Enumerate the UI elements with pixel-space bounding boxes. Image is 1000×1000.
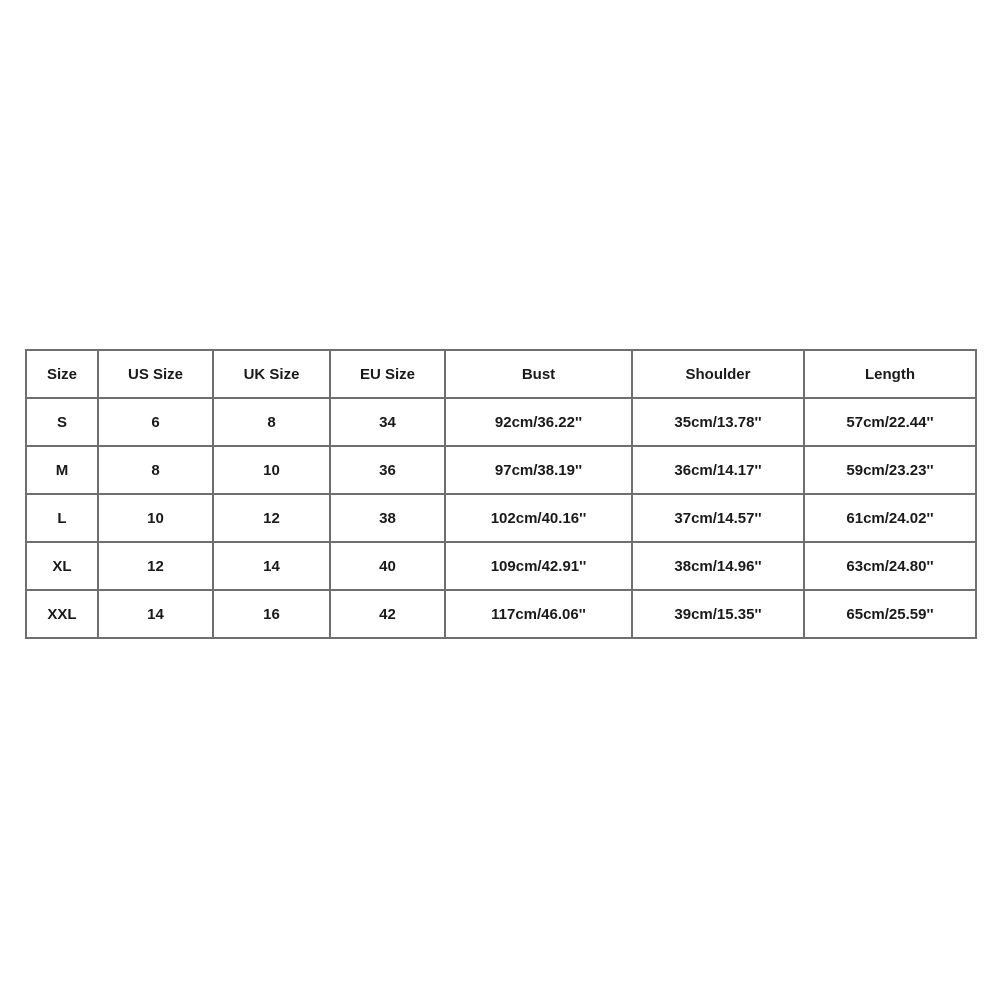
cell-eu-size: 36 xyxy=(330,446,445,494)
cell-bust: 102cm/40.16'' xyxy=(445,494,632,542)
cell-shoulder: 39cm/15.35'' xyxy=(632,590,804,638)
cell-eu-size: 38 xyxy=(330,494,445,542)
cell-us-size: 8 xyxy=(98,446,213,494)
table-row xyxy=(26,542,976,590)
header-us-size: US Size xyxy=(98,350,213,398)
cell-shoulder: 38cm/14.96'' xyxy=(632,542,804,590)
cell-us-size: 10 xyxy=(98,494,213,542)
size-chart-table xyxy=(25,349,977,639)
cell-size: S xyxy=(26,398,98,446)
cell-uk-size: 12 xyxy=(213,494,330,542)
header-eu-size: EU Size xyxy=(330,350,445,398)
cell-eu-size: 40 xyxy=(330,542,445,590)
header-shoulder: Shoulder xyxy=(632,350,804,398)
table-header-row xyxy=(26,350,976,398)
cell-us-size: 12 xyxy=(98,542,213,590)
table-row xyxy=(26,398,976,446)
cell-uk-size: 10 xyxy=(213,446,330,494)
cell-shoulder: 37cm/14.57'' xyxy=(632,494,804,542)
table-row xyxy=(26,446,976,494)
cell-shoulder: 35cm/13.78'' xyxy=(632,398,804,446)
table-row xyxy=(26,590,976,638)
cell-length: 57cm/22.44'' xyxy=(804,398,976,446)
cell-length: 61cm/24.02'' xyxy=(804,494,976,542)
cell-eu-size: 34 xyxy=(330,398,445,446)
cell-size: M xyxy=(26,446,98,494)
cell-eu-size: 42 xyxy=(330,590,445,638)
cell-bust: 92cm/36.22'' xyxy=(445,398,632,446)
cell-bust: 97cm/38.19'' xyxy=(445,446,632,494)
cell-uk-size: 8 xyxy=(213,398,330,446)
header-size: Size xyxy=(26,350,98,398)
cell-length: 63cm/24.80'' xyxy=(804,542,976,590)
header-uk-size: UK Size xyxy=(213,350,330,398)
cell-bust: 109cm/42.91'' xyxy=(445,542,632,590)
table-row xyxy=(26,494,976,542)
cell-length: 65cm/25.59'' xyxy=(804,590,976,638)
cell-uk-size: 14 xyxy=(213,542,330,590)
cell-us-size: 14 xyxy=(98,590,213,638)
cell-length: 59cm/23.23'' xyxy=(804,446,976,494)
cell-uk-size: 16 xyxy=(213,590,330,638)
header-bust: Bust xyxy=(445,350,632,398)
cell-size: L xyxy=(26,494,98,542)
cell-size: XXL xyxy=(26,590,98,638)
cell-us-size: 6 xyxy=(98,398,213,446)
cell-shoulder: 36cm/14.17'' xyxy=(632,446,804,494)
cell-size: XL xyxy=(26,542,98,590)
header-length: Length xyxy=(804,350,976,398)
cell-bust: 117cm/46.06'' xyxy=(445,590,632,638)
